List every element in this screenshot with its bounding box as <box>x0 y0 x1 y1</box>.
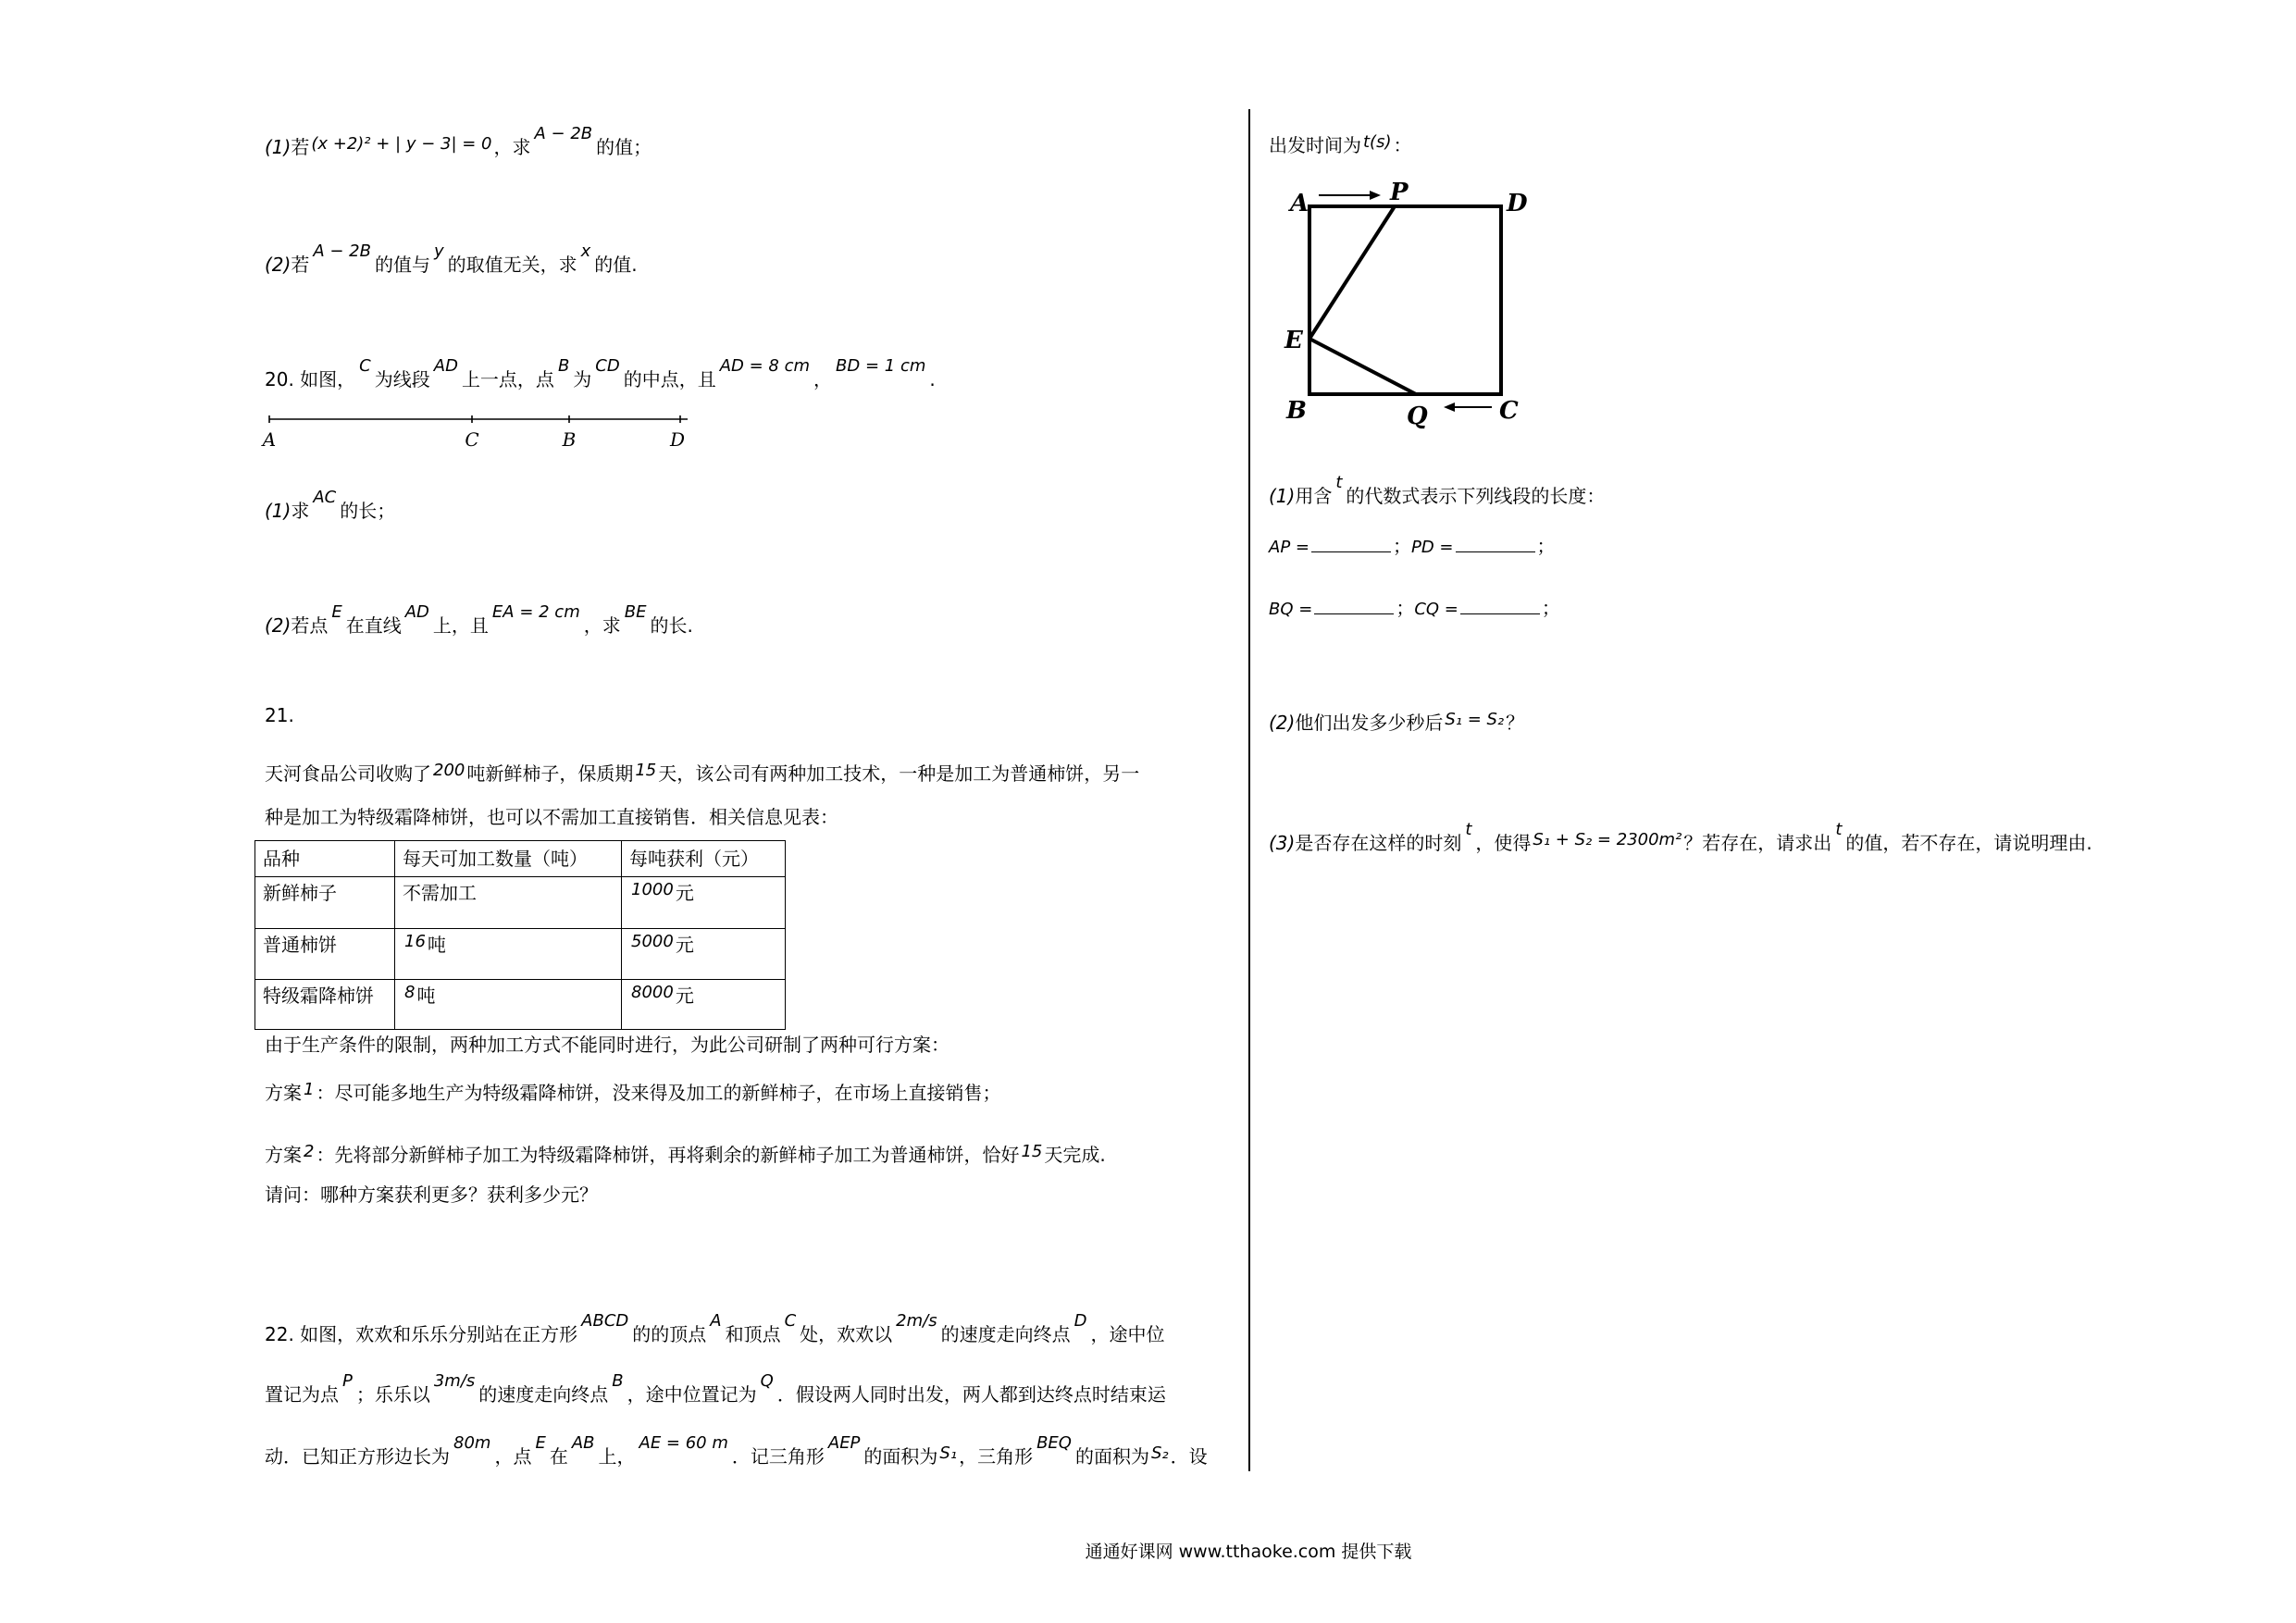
text-segment: 20. 如图， <box>265 368 356 390</box>
math-expression: A − 2B <box>313 241 371 261</box>
table-cell-profit <box>622 929 786 980</box>
text-segment: 的值，若不存在，请说明理由. <box>1845 832 2092 854</box>
math-expression: AE = 60 m <box>639 1432 728 1453</box>
text-segment: 天，该公司有两种加工技术，一种是加工为普通柿饼，另一 <box>658 762 1140 785</box>
point-label-b: B <box>562 428 577 451</box>
q21-plan2 <box>265 1142 1106 1170</box>
label-c: C <box>1499 397 1519 425</box>
math-expression: t <box>1465 819 1472 839</box>
math-expression: 15 <box>635 760 657 780</box>
blank-row-1 <box>1269 533 1556 561</box>
text-segment: 是否存在这样的时刻 <box>1295 832 1462 854</box>
math-expression: S₁ = S₂ <box>1445 709 1505 729</box>
separator: ； <box>1536 535 1556 557</box>
q21-question: 请问：哪种方案获利更多？获利多少元？ <box>265 1183 598 1206</box>
math-expression: BD = 1 cm <box>836 355 926 376</box>
text-segment: ， <box>813 368 833 390</box>
math-expression: B <box>557 355 570 376</box>
text-segment: 出发时间为 <box>1269 134 1361 156</box>
q20-part1 <box>265 487 396 526</box>
math-expression: 3m/s <box>433 1370 476 1391</box>
answer-blank <box>1311 533 1391 552</box>
text-segment: 的面积为 <box>863 1445 938 1468</box>
part-number: (2) <box>265 614 292 637</box>
text-segment: 在直线 <box>345 614 402 637</box>
label-b: B <box>1286 397 1307 425</box>
part-number: (1) <box>1269 485 1296 507</box>
math-expression: BEQ <box>1036 1432 1072 1453</box>
math-expression: D <box>1074 1310 1087 1331</box>
text-segment: ．记三角形 <box>731 1445 825 1468</box>
q22-line2 <box>265 1370 1166 1409</box>
answer-blank <box>1456 533 1535 552</box>
text-segment: ．假设两人同时出发，两人都到达终点时结束运 <box>776 1383 1166 1406</box>
math-expression: AD <box>433 355 458 376</box>
blank-label: PD = <box>1410 538 1454 557</box>
segment-pe <box>1309 206 1395 339</box>
blank-label: BQ = <box>1269 600 1313 619</box>
math-expression: S₂ <box>1150 1443 1169 1463</box>
math-expression: CD <box>595 355 620 376</box>
math-expression: 2m/s <box>896 1310 937 1331</box>
text-segment: 的值与 <box>374 254 430 276</box>
text-segment: ：尽可能多地生产为特级霜降柿饼，没来得及加工的新鲜柿子，在市场上直接销售； <box>316 1082 1001 1104</box>
table-cell-name: 新鲜柿子 <box>255 877 395 929</box>
qty-unit: 吨 <box>416 985 436 1007</box>
text-segment: ，点 <box>494 1445 532 1468</box>
text-segment: ，三角形 <box>959 1445 1034 1468</box>
text-segment: 上， <box>598 1445 636 1468</box>
table-cell-profit <box>622 980 786 1030</box>
column-divider <box>1248 109 1250 1471</box>
q20-part2 <box>265 601 693 640</box>
q19-part1 <box>265 123 652 162</box>
text-segment: 上一点，点 <box>461 368 554 390</box>
text-segment: 置记为点 <box>265 1383 339 1406</box>
blank-row-2 <box>1269 595 1560 623</box>
text-segment: ： <box>1393 134 1412 156</box>
separator: ； <box>1396 597 1415 619</box>
text-segment: 22. 如图，欢欢和乐乐分别站在正方形 <box>265 1323 578 1345</box>
math-expression: EA = 2 cm <box>491 601 580 622</box>
q21-line2: 种是加工为特级霜降柿饼，也可以不需加工直接销售．相关信息见表： <box>265 806 838 828</box>
math-expression: 1 <box>304 1079 315 1099</box>
text-segment: 的面积为 <box>1074 1445 1149 1468</box>
q21-line1 <box>265 761 1139 788</box>
text-segment: ？ <box>1506 712 1525 734</box>
text-segment: 天完成. <box>1044 1144 1106 1166</box>
math-expression: t <box>1835 819 1843 839</box>
text-segment: 为线段 <box>374 368 430 390</box>
table-cell-qty <box>395 980 622 1030</box>
text-segment: 用含 <box>1295 485 1333 507</box>
text-segment: 方案 <box>265 1082 302 1104</box>
q21-plan1 <box>265 1080 1000 1108</box>
text-segment: 他们出发多少秒后 <box>1295 712 1444 734</box>
profit-unit: 元 <box>675 934 694 956</box>
math-expression: E <box>331 601 342 622</box>
math-expression: E <box>535 1432 546 1453</box>
text-segment: ，求 <box>583 614 621 637</box>
text-segment: ，求 <box>493 136 531 158</box>
text-segment: ？若存在，请求出 <box>1683 832 1832 854</box>
profit-unit: 元 <box>675 882 694 904</box>
info-table <box>254 840 786 1030</box>
profit-value: 8000 <box>631 982 674 1002</box>
table-header: 品种 <box>255 841 395 877</box>
point-label-a: A <box>262 428 277 451</box>
math-expression: AD = 8 cm <box>719 355 811 376</box>
table-header: 每天可加工数量（吨） <box>395 841 622 877</box>
math-expression: C <box>784 1310 797 1331</box>
math-expression: 2 <box>304 1141 315 1161</box>
text-segment: 为 <box>573 368 592 390</box>
separator: ； <box>1541 597 1560 619</box>
text-segment: ，途中位置记为 <box>627 1383 757 1406</box>
blank-label: CQ = <box>1414 600 1458 619</box>
math-expression: 200 <box>433 760 465 780</box>
q22-part2 <box>1269 710 1524 737</box>
math-expression: BE <box>624 601 647 622</box>
q22-line3 <box>265 1432 1208 1471</box>
text-segment: ：先将部分新鲜柿子加工为特级霜降柿饼，再将剩余的新鲜柿子加工为普通柿饼，恰好 <box>316 1144 1020 1166</box>
math-expression: S₁ + S₂ = 2300m² <box>1533 829 1682 849</box>
label-e: E <box>1285 327 1303 354</box>
q21-line3: 由于生产条件的限制，两种加工方式不能同时进行，为此公司研制了两种可行方案： <box>265 1034 949 1056</box>
text-segment: 的中点，且 <box>623 368 716 390</box>
table-cell-qty: 不需加工 <box>395 877 622 929</box>
answer-blank <box>1460 595 1540 614</box>
answer-blank <box>1314 595 1394 614</box>
part-number: (2) <box>265 254 292 276</box>
math-expression: S₁ <box>939 1443 958 1463</box>
qty-unit: 吨 <box>427 934 446 956</box>
text-segment: 处，欢欢以 <box>800 1323 893 1345</box>
text-segment: 求 <box>291 500 310 522</box>
table-row <box>255 929 786 980</box>
profit-value: 5000 <box>631 931 674 951</box>
text-segment: ；乐乐以 <box>355 1383 430 1406</box>
text-segment: 在 <box>549 1445 568 1468</box>
math-expression: (x +2)² + | y − 3| = 0 <box>311 133 492 154</box>
math-expression: C <box>359 355 371 376</box>
arrowhead-q <box>1444 403 1455 412</box>
text-segment: ，使得 <box>1475 832 1532 854</box>
q22-line1 <box>265 1310 1165 1349</box>
part-number: (1) <box>265 500 292 522</box>
text-segment: 的值. <box>594 254 638 276</box>
text-segment: ，途中位 <box>1090 1323 1165 1345</box>
point-label-c: C <box>465 428 479 451</box>
table-cell-profit <box>622 877 786 929</box>
table-header: 每吨获利（元） <box>622 841 786 877</box>
text-segment: 动．已知正方形边长为 <box>265 1445 450 1468</box>
part-number: (3) <box>1269 832 1296 854</box>
math-expression: x <box>580 241 591 261</box>
table-cell-name: 普通柿饼 <box>255 929 395 980</box>
q20-stem <box>265 355 936 394</box>
math-expression: B <box>612 1370 624 1391</box>
q21-number: 21. <box>265 704 294 726</box>
text-segment: 的取值无关，求 <box>447 254 577 276</box>
point-label-d: D <box>669 428 686 451</box>
math-expression: Q <box>760 1370 774 1391</box>
math-expression: A − 2B <box>534 123 593 143</box>
math-expression: A <box>710 1310 722 1331</box>
text-segment: 的长. <box>650 614 693 637</box>
qty-value: 8 <box>404 982 416 1002</box>
math-expression: P <box>342 1370 353 1391</box>
math-expression: AB <box>571 1432 595 1453</box>
square-figure <box>1277 176 1555 444</box>
blank-label: AP = <box>1269 538 1309 557</box>
text-segment: 的的顶点 <box>632 1323 707 1345</box>
math-expression: ABCD <box>581 1310 629 1331</box>
text-segment: 方案 <box>265 1144 302 1166</box>
text-segment: 和顶点 <box>725 1323 781 1345</box>
table-cell-name: 特级霜降柿饼 <box>255 980 395 1030</box>
text-segment: 若 <box>291 254 310 276</box>
text-segment: ．设 <box>1170 1445 1208 1468</box>
arrowhead-p <box>1370 191 1381 200</box>
math-expression: AD <box>404 601 429 622</box>
q22-part1 <box>1269 472 1606 511</box>
math-expression: t <box>1335 472 1343 492</box>
text-segment: 的速度走向终点 <box>478 1383 609 1406</box>
math-expression: 80m <box>453 1432 491 1453</box>
label-p: P <box>1390 179 1409 206</box>
qty-value: 16 <box>404 931 426 951</box>
math-expression: AC <box>313 487 337 507</box>
text-segment: 的代数式表示下列线段的长度： <box>1346 485 1606 507</box>
label-a: A <box>1290 190 1309 217</box>
math-expression: y <box>433 241 444 261</box>
label-q: Q <box>1407 403 1428 430</box>
text-segment: 的值； <box>596 136 652 158</box>
q22-part3 <box>1269 819 2092 858</box>
profit-unit: 元 <box>675 985 694 1007</box>
q19-part2 <box>265 241 638 279</box>
square-abcd <box>1309 206 1501 394</box>
part-number: (1) <box>265 136 292 158</box>
number-line-figure <box>259 407 703 453</box>
text-segment: 上，且 <box>432 614 489 637</box>
text-segment: . <box>929 368 936 390</box>
table-row <box>255 980 786 1030</box>
footer-credit: 通通好课网 www.tthaoke.com 提供下载 <box>1085 1542 1412 1562</box>
math-expression: AEP <box>827 1432 861 1453</box>
text-segment: 的长； <box>340 500 396 522</box>
table-header-row <box>255 841 786 877</box>
table-cell-qty <box>395 929 622 980</box>
math-expression: t(s) <box>1363 131 1392 152</box>
text-segment: 的速度走向终点 <box>940 1323 1071 1345</box>
separator: ； <box>1392 535 1411 557</box>
math-expression: 15 <box>1021 1141 1043 1161</box>
text-segment: 吨新鲜柿子，保质期 <box>466 762 634 785</box>
text-segment: 天河食品公司收购了 <box>265 762 431 785</box>
part-number: (2) <box>1269 712 1296 734</box>
segment-eq <box>1309 339 1416 394</box>
text-segment: 若点 <box>291 614 329 637</box>
text-segment: 若 <box>291 136 310 158</box>
table-row <box>255 877 786 929</box>
profit-value: 1000 <box>631 879 674 899</box>
label-d: D <box>1507 190 1528 217</box>
q22-line4 <box>1269 132 1411 160</box>
